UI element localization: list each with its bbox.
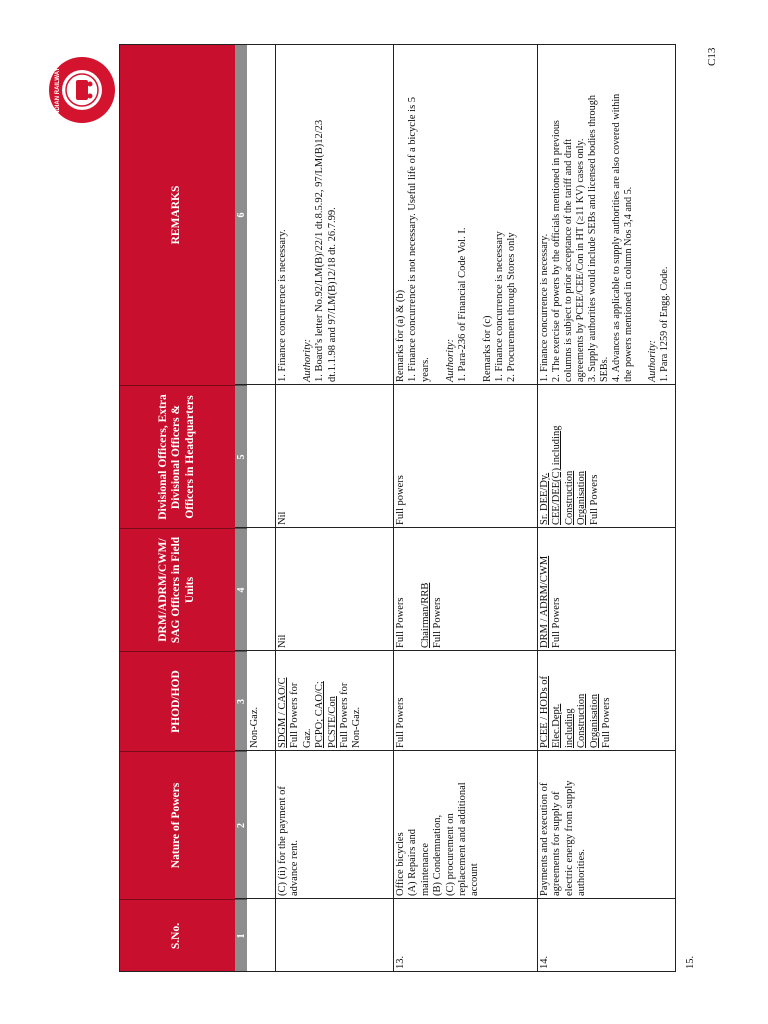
row-13-drm: Full Powers Chairman/RRB Full Powers [395,582,444,648]
row-14-sno: 14. [539,955,550,969]
col-number-5: 5 [235,385,247,528]
svg-text:INDIAN RAILWAYS: INDIAN RAILWAYS [55,63,61,117]
row-c-phod: SDGM / CAO/C Full Powers for Gaz. PCPO; CAO/C; PCSTE/Con Full Powers for Non-Gaz. [277,677,363,748]
row-14-phod: PCEE / HODs of Elec.Dept. including Construction Organisation Full Powers [539,675,612,748]
row-13-remarks: Remarks for (a) & (b) 1. Finance concurrence is not necessary. Useful life of a bicycle is 5 years. Authority: 1. Para-236 of Financial Code Vol. I. Remarks for (c) 1. Finance concurrence is necessary 2. Procurement through Stores only [395,96,518,382]
row-14-remarks: 1. Finance concurrence is necessary. 2. The exercise of powers by the officials mentioned in previous columns is subject to prior acceptance of the tariff and draft agreements by PCEE/CEE/Con in HT (≥11 KV) cases only. 3. Supply authorities would include SEBs and licensed bodies through SEBs. 4. Advances as applicable to supply authorities are also covered within the powers mentioned in column Nos 3,4 and 5. Authority: 1. Para 1259 of Engg. Code. [539,93,671,382]
header-remarks: REMARKS [119,45,235,385]
header-nature-of-powers: Nature of Powers [119,751,235,899]
row-13-divisional: Full powers [395,475,406,525]
row-13-phod: Full Powers [395,697,406,748]
col-number-2: 2 [235,751,247,899]
row-14-drm: DRM / ADRM/CWM Full Powers [539,555,563,648]
col-number-6: 6 [235,45,247,385]
col-number-1: 1 [235,899,247,972]
row-c-nature: (C) (ii) for the payment of advance rent. [277,786,301,896]
header-divisional-officers: Divisional Officers, Extra Divisional Officers & Officers in Headquarters [119,385,235,528]
col-number-3: 3 [235,651,247,751]
header-drm-adrm: DRM/ADRM/CWM/ SAG Officers in Field Units [119,528,235,651]
row-14-divisional: Sr. DEE/Dy. CEE/DEE(C) including Construction Organisation Full Powers [539,425,600,525]
row-15-sno: 15. [685,955,696,969]
col-number-4: 4 [235,528,247,651]
page-number: C13 [706,47,718,66]
row-c-drm: Nil [277,634,288,648]
indian-railways-logo-icon [48,56,116,124]
row-c-divisional: Nil [277,511,288,525]
row-14-nature: Payments and execution of agreements for supply of electric energy from supply authorities. [539,780,588,896]
row-13-sno: 13. [395,955,406,969]
non-gaz-cell: Non-Gaz. [249,706,260,748]
delegation-of-powers-table [119,45,696,972]
header-phod-hod: PHOD/HOD [119,651,235,751]
header-sno: S.No. [119,899,235,972]
row-13-nature: Office bicycles (A) Repairs and maintenance (B) Condemnation, (C) procurement on replacement and additional account [395,782,481,896]
row-c-remarks: 1. Finance concurrence is necessary. Authority: 1. Board’s letter No.92/LM(B)/22/1 dt.8.5.92, 97/LM(B)12/23 dt.1.1.98 and 97/LM(B)12/18 dt. 26.7.99. [277,119,338,382]
